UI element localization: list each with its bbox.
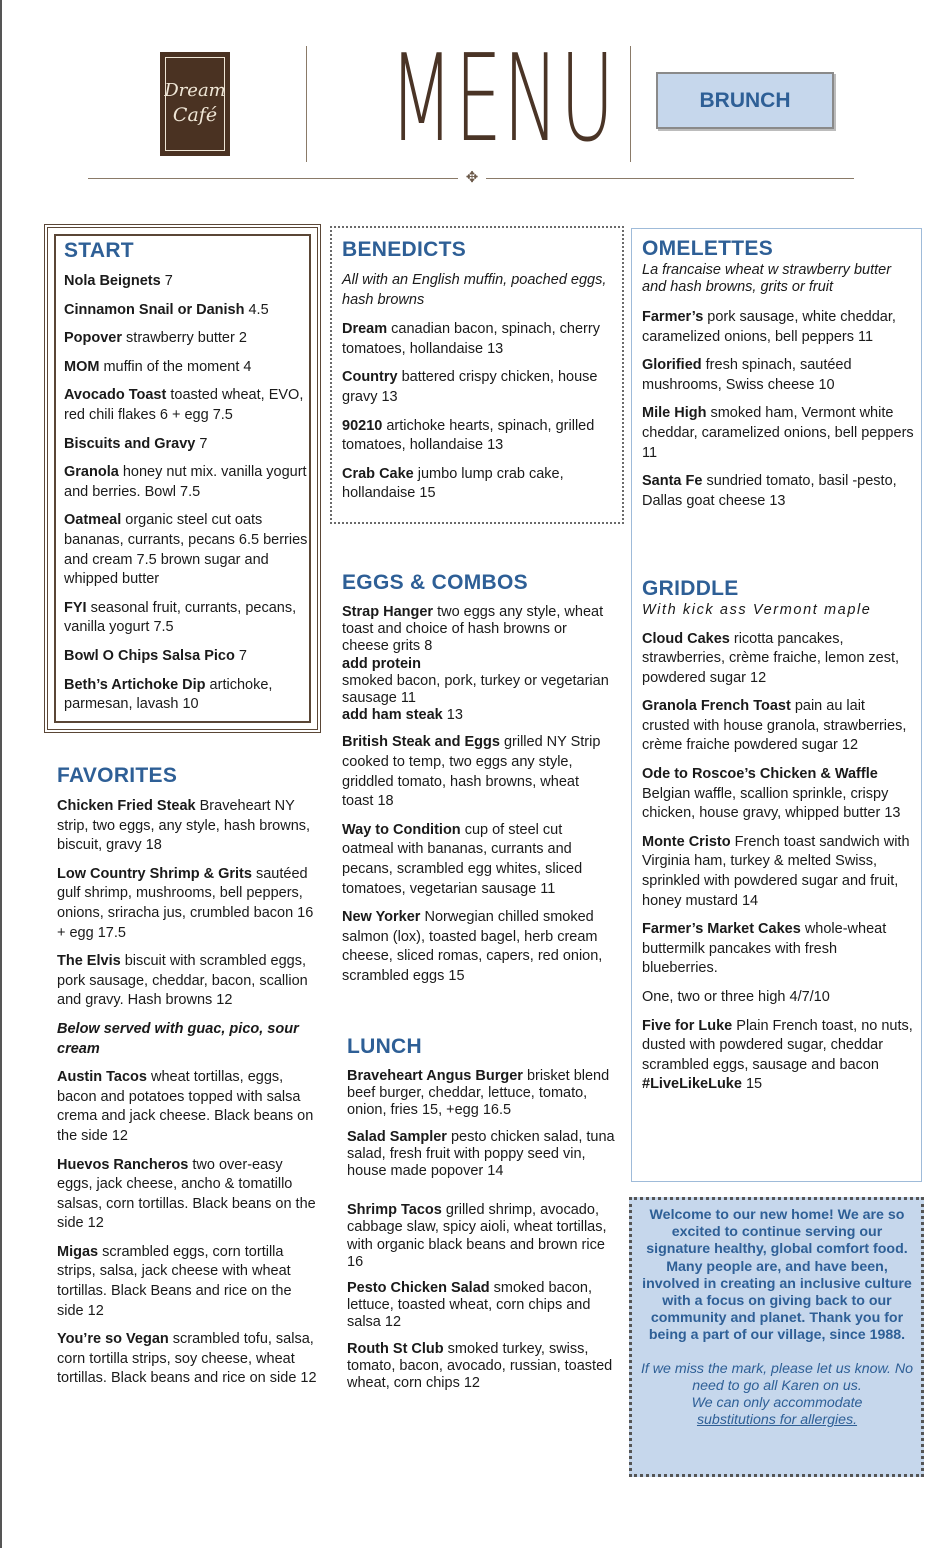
welcome-note-line2: We can only accommodate <box>691 1395 863 1412</box>
benedicts-section <box>342 237 614 513</box>
item-name: Country <box>342 369 398 386</box>
item-desc: Braveheart NY strip, two eggs, any style, hash browns, biscuit, gravy 18 <box>57 798 311 854</box>
item-desc: scrambled eggs, corn tortilla strips, salsa, jack cheese with wheat tortillas. Black Beans and rice on the side 12 <box>57 1243 292 1319</box>
menu-item <box>57 1068 319 1146</box>
menu-item <box>642 765 914 824</box>
item-name: Avocado Toast <box>64 387 167 404</box>
item-desc: smoked bacon, lettuce, toasted wheat, corn chips and salsa 12 <box>347 1280 593 1331</box>
item-name: Cloud Cakes <box>642 630 730 647</box>
item-desc: scrambled tofu, salsa, corn tortilla strips, soy cheese, wheat tortillas. Black beans and rice on side 12 <box>57 1331 317 1387</box>
menu-item <box>642 833 914 911</box>
item-name: Austin Tacos <box>57 1069 147 1086</box>
menu-item <box>64 301 312 321</box>
dream-cafe-logo <box>160 52 230 156</box>
menu-item <box>57 1156 319 1234</box>
item-name: Five for Luke <box>642 1017 733 1034</box>
item-desc: wheat tortillas, eggs, bacon and potatoes topped with salsa crema and jack cheese. Black beans on the side 12 <box>57 1069 314 1144</box>
item-name: Popover <box>64 330 123 347</box>
item-name: Granola <box>64 464 119 481</box>
menu-item <box>347 1129 615 1181</box>
item-name: Farmer’s Market Cakes <box>642 921 801 938</box>
section-heading-griddle: GRIDDLE <box>642 577 739 600</box>
item-desc: smoked ham, Vermont white cheddar, caramelized onions, bell peppers 11 <box>642 405 914 461</box>
menu-item <box>57 865 319 943</box>
menu-item <box>642 472 914 511</box>
item-desc: ricotta pancakes, strawberries, crème fraiche, lemon zest, powdered sugar 12 <box>642 630 900 686</box>
section-heading-start: START <box>64 239 134 262</box>
welcome-note <box>639 1361 915 1430</box>
item-name: Mile High <box>642 405 707 422</box>
menu-item <box>64 358 312 378</box>
menu-item <box>347 1068 615 1120</box>
item-name: Santa Fe <box>642 473 703 490</box>
benedicts-subtitle: All with an English muffin, poached eggs, hash browns <box>342 272 607 308</box>
menu-item <box>64 511 312 589</box>
section-heading-lunch: LUNCH <box>347 1035 422 1058</box>
page-title: MENU <box>389 30 616 169</box>
menu-item <box>64 329 312 349</box>
item-name: New Yorker <box>342 909 421 926</box>
menu-item <box>342 733 614 811</box>
item-name: Granola French Toast <box>642 698 791 715</box>
menu-item-five-for-luke <box>642 1017 914 1095</box>
item-desc: two over-easy eggs, jack cheese, ancho & tomatillo salsas, corn tortillas. Black beans on the side 12 <box>57 1156 316 1232</box>
item-desc: sundried tomato, basil -pesto, Dallas goat cheese 13 <box>642 473 897 509</box>
item-desc: honey nut mix. vanilla yogurt and berries. Bowl 7.5 <box>64 464 307 500</box>
griddle-subtitle: With kick ass Vermont maple <box>642 602 872 618</box>
item-desc: artichoke, parmesan, lavash 10 <box>64 676 273 713</box>
welcome-note-line1: If we miss the mark, please let us know. No need to go all Karen on us. <box>640 1360 914 1394</box>
item-name: The Elvis <box>57 953 121 970</box>
logo-text-dream: Dream <box>164 80 226 101</box>
menu-item <box>342 908 614 986</box>
item-desc: grilled NY Strip cooked to temp, two eggs any style, griddled tomato, hash browns, wheat toast 18 <box>342 734 601 810</box>
favorites-note: Below served with guac, pico, sour cream <box>57 1020 299 1057</box>
live-like-luke-hashtag: #LiveLikeLuke <box>642 1076 742 1093</box>
fleur-de-lis-icon: ✥ <box>465 169 479 186</box>
item-desc: French toast sandwich with Virginia ham, turkey & melted Swiss, sprinkled with powdered sugar and fruit, honey mustard 14 <box>642 833 910 909</box>
item-name: British Steak and Eggs <box>342 734 500 751</box>
item-name: You’re so Vegan <box>57 1331 169 1348</box>
item-desc: whole-wheat buttermilk pancakes with fresh blueberries. <box>642 921 887 977</box>
menu-item <box>64 599 312 638</box>
menu-item <box>642 356 914 395</box>
menu-item <box>347 1341 615 1393</box>
menu-item <box>642 920 914 979</box>
item-name: Huevos Rancheros <box>57 1156 189 1173</box>
item-name: Bowl O Chips Salsa Pico <box>64 647 235 664</box>
lunch-section <box>347 1034 615 1401</box>
item-desc: 4.5 <box>244 301 269 318</box>
item-desc: 7 <box>195 435 208 452</box>
menu-item <box>342 320 614 359</box>
item-desc: smoked turkey, swiss, tomato, bacon, avocado, russian, toasted wheat, corn chips 12 <box>347 1340 613 1392</box>
item-name: Ode to Roscoe’s Chicken & Waffle <box>642 766 878 783</box>
menu-item <box>64 463 312 502</box>
brunch-badge: BRUNCH <box>656 72 834 129</box>
menu-item <box>342 465 614 504</box>
item-desc: biscuit with scrambled eggs, pork sausage, cheddar, bacon, scallion and gravy. Hash browns 12 <box>57 953 308 1009</box>
menu-item <box>642 404 914 463</box>
welcome-message <box>639 1207 915 1429</box>
eggs-combos-section <box>342 570 614 996</box>
item-name: Routh St Club <box>347 1340 444 1357</box>
item-desc: fresh spinach, sautéed mushrooms, Swiss cheese 10 <box>642 357 852 393</box>
item-desc: Belgian waffle, scallion sprinkle, crispy chicken, house gravy, whipped butter 13 <box>642 785 901 822</box>
item-desc: organic steel cut oats bananas, currants, pecans 6.5 berries and cream 7.5 brown sugar and whipped butter <box>64 512 308 588</box>
header-divider-left <box>306 46 307 162</box>
section-heading-benedicts: BENEDICTS <box>342 238 467 261</box>
add-protein-label: add protein <box>342 655 421 672</box>
item-desc: brisket blend beef burger, cheddar, lettuce, tomato, onion, fries 15, +egg 16.5 <box>347 1068 610 1119</box>
header-rule-right <box>486 178 854 179</box>
menu-item <box>342 821 614 899</box>
item-desc: 7 <box>160 273 173 289</box>
item-desc: Norwegian chilled smoked salmon (lox), toasted bagel, herb cream cheese, sliced romas, capers, red onion, scrambled eggs 15 <box>342 909 603 984</box>
page-edge <box>0 0 2 1548</box>
add-ham-label: add ham steak <box>342 707 443 724</box>
item-name: Cinnamon Snail or Danish <box>64 301 245 318</box>
item-desc: grilled shrimp, avocado, cabbage slaw, spicy aioli, wheat tortillas, with organic black beans and brown rice 16 <box>347 1202 607 1270</box>
menu-item <box>347 1280 615 1332</box>
section-heading-eggs: EGGS & COMBOS <box>342 571 528 594</box>
menu-item <box>342 417 614 456</box>
item-name: Shrimp Tacos <box>347 1202 442 1219</box>
item-price: 15 <box>741 1076 763 1093</box>
menu-item <box>64 647 312 667</box>
menu-item <box>57 797 319 856</box>
section-heading-omelettes: OMELETTES <box>642 237 774 260</box>
item-name: Strap Hanger <box>342 604 434 620</box>
item-desc: canadian bacon, spinach, cherry tomatoes, hollandaise 13 <box>342 321 600 357</box>
favorites-section <box>57 763 319 1398</box>
item-name: Biscuits and Gravy <box>64 435 196 452</box>
item-desc: seasonal fruit, currants, pecans, vanilla yogurt 7.5 <box>64 599 297 636</box>
item-name: Crab Cake <box>342 465 414 482</box>
item-name: Braveheart Angus Burger <box>347 1068 523 1084</box>
item-name: Pesto Chicken Salad <box>347 1280 490 1297</box>
item-name: Migas <box>57 1243 99 1260</box>
item-desc: strawberry butter 2 <box>122 330 247 347</box>
item-name: Monte Cristo <box>642 833 731 850</box>
menu-item <box>57 1243 319 1321</box>
header-rule-left <box>88 178 458 179</box>
item-desc: battered crispy chicken, house gravy 13 <box>342 369 598 405</box>
menu-item <box>642 308 914 347</box>
add-ham-price: 13 <box>442 707 463 724</box>
item-name: Farmer’s <box>642 309 704 325</box>
menu-item-strap-hanger <box>342 604 614 724</box>
menu-item <box>347 1202 615 1271</box>
item-desc: two eggs any style, wheat toast and choice of hash browns or cheese grits 8 <box>342 604 604 655</box>
welcome-note-line3: substitutions for allergies. <box>696 1412 858 1429</box>
menu-item <box>64 272 312 292</box>
menu-item <box>642 630 914 689</box>
welcome-main-text: Welcome to our new home! We are so excited to continue serving our signature healthy, global comfort food. Many people are, and have been, involved in creating an inclusive culture with a focus on giving back to our community and planet. Thank you for being a part of our village, since 1988. <box>642 1207 912 1344</box>
menu-item <box>57 1330 319 1389</box>
item-name: Glorified <box>642 357 702 374</box>
menu-item <box>64 435 312 455</box>
item-desc: cup of steel cut oatmeal with bananas, currants and pecans, scrambled egg whites, sliced tomatoes, vegetarian sausage 11 <box>342 821 583 897</box>
item-name: Dream <box>342 321 388 338</box>
item-name: Way to Condition <box>342 821 461 838</box>
omelettes-section <box>642 236 914 520</box>
griddle-section <box>642 576 914 1104</box>
item-desc: jumbo lump crab cake, hollandaise 15 <box>342 465 564 502</box>
item-name: FYI <box>64 599 87 616</box>
item-desc: pesto chicken salad, tuna salad, fresh fruit with poppy seed vin, house made popover 14 <box>347 1128 615 1180</box>
start-section <box>64 238 312 724</box>
item-name: Beth’s Artichoke Dip <box>64 676 206 693</box>
item-name: MOM <box>64 358 100 375</box>
item-desc: artichoke hearts, spinach, grilled tomatoes, hollandaise 13 <box>342 417 595 454</box>
menu-item <box>342 368 614 407</box>
item-desc: toasted wheat, EVO, red chili flakes 6 + egg 7.5 <box>64 387 304 423</box>
menu-item <box>57 952 319 1011</box>
menu-item <box>64 676 312 715</box>
header-divider-right <box>630 46 631 162</box>
item-name: Salad Sampler <box>347 1128 447 1145</box>
logo-text-cafe: Café <box>172 104 218 126</box>
item-desc: pain au lait crusted with house granola, strawberries, crème fraiche powdered sugar 12 <box>642 698 907 754</box>
griddle-stack-pricing: One, two or three high 4/7/10 <box>642 989 830 1005</box>
omelettes-subtitle: La francaise wheat w strawberry butter and hash browns, grits or fruit <box>642 262 892 295</box>
section-heading-favorites: FAVORITES <box>57 764 178 787</box>
menu-item <box>642 697 914 756</box>
menu-item <box>64 386 312 425</box>
item-desc: muffin of the moment 4 <box>99 358 252 375</box>
item-name: Low Country Shrimp & Grits <box>57 865 252 882</box>
item-desc: 7 <box>234 647 247 664</box>
item-desc: sautéed gulf shrimp, mushrooms, bell peppers, onions, sriracha jus, crumbled bacon 16 + egg 17.5 <box>57 865 314 941</box>
item-desc: pork sausage, white cheddar, caramelized onions, bell peppers 11 <box>642 309 896 345</box>
item-name: 90210 <box>342 417 383 434</box>
item-name: Chicken Fried Steak <box>57 798 196 814</box>
item-name: Nola Beignets <box>64 273 161 289</box>
item-name: Oatmeal <box>64 512 122 529</box>
item-desc: Plain French toast, no nuts, dusted with powdered sugar, cheddar scrambled eggs, sausage and bacon <box>642 1017 913 1073</box>
add-protein-desc: smoked bacon, pork, turkey or vegetarian sausage 11 <box>342 672 609 707</box>
